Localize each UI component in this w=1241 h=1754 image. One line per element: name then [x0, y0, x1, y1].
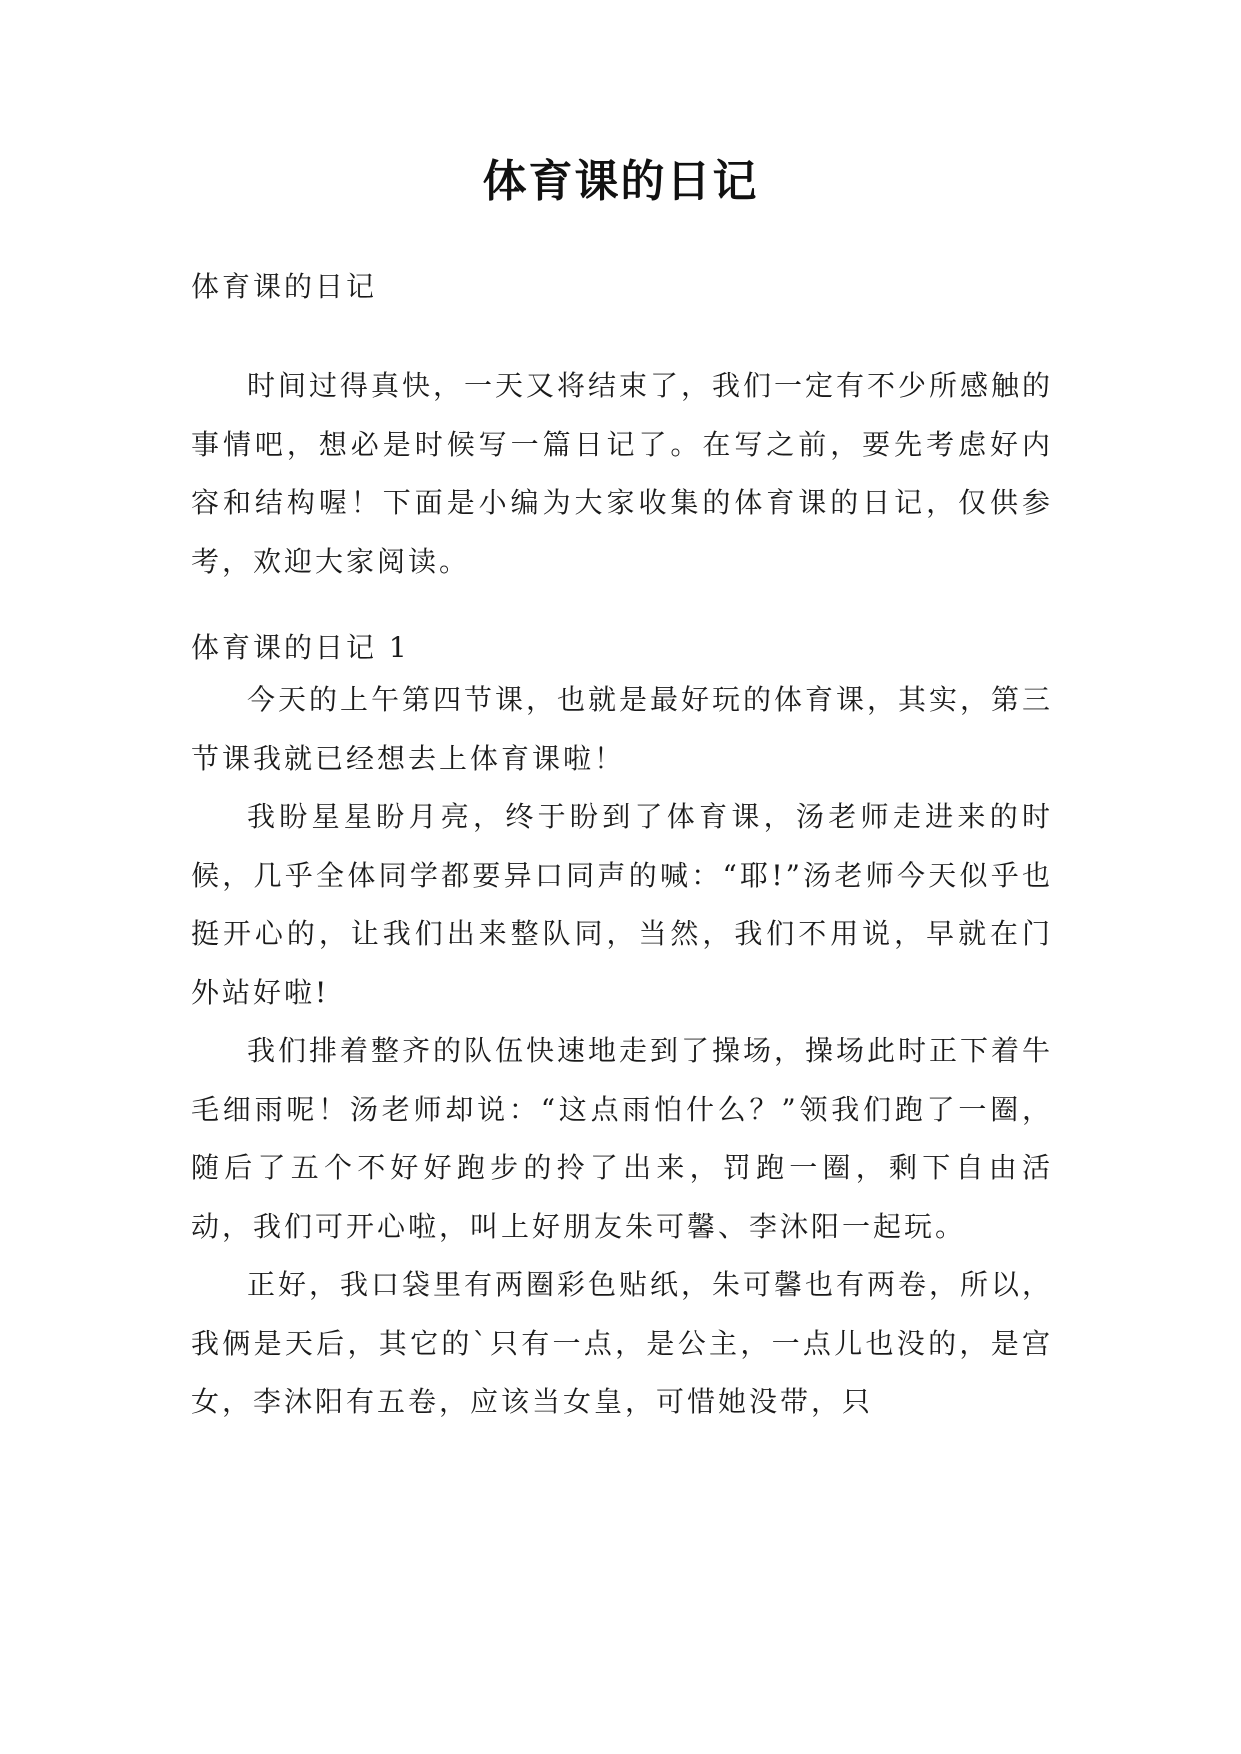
body-paragraph-3: 我们排着整齐的队伍快速地走到了操场，操场此时正下着牛毛细雨呢！汤老师却说：“这点雨怕什么？”领我们跑了一圈，随后了五个不好好跑步的拎了出来，罚跑一圈，剩下自由活动，我们可开心啦，叫上好朋友朱可馨、李沐阳一起玩。	[191, 1034, 1054, 1243]
body-paragraph-1: 今天的上午第四节课，也就是最好玩的体育课，其实，第三节课我就已经想去上体育课啦！	[191, 683, 1054, 775]
intro-paragraph: 时间过得真快，一天又将结束了，我们一定有不少所感触的事情吧，想必是时候写一篇日记了。在写之前，要先考虑好内容和结构喔！下面是小编为大家收集的体育课的日记，仅供参考，欢迎大家阅读。	[191, 369, 1054, 578]
document-subtitle: 体育课的日记	[191, 270, 378, 303]
section-heading: 体育课的日记 1	[191, 631, 410, 664]
body-paragraph-2: 我盼星星盼月亮，终于盼到了体育课，汤老师走进来的时候，几乎全体同学都要异口同声的喊：“耶!”汤老师今天似乎也挺开心的，让我们出来整队同，当然，我们不用说，早就在门外站好啦!	[191, 800, 1053, 1009]
body-paragraph-4: 正好，我口袋里有两圈彩色贴纸，朱可馨也有两卷，所以，我俩是天后，其它的`只有一点，是公主，一点儿也没的，是宫女，李沐阳有五卷，应该当女皇，可惜她没带，只	[191, 1268, 1054, 1418]
document-title: 体育课的日记	[482, 156, 759, 207]
body-text	[191, 671, 1053, 1432]
